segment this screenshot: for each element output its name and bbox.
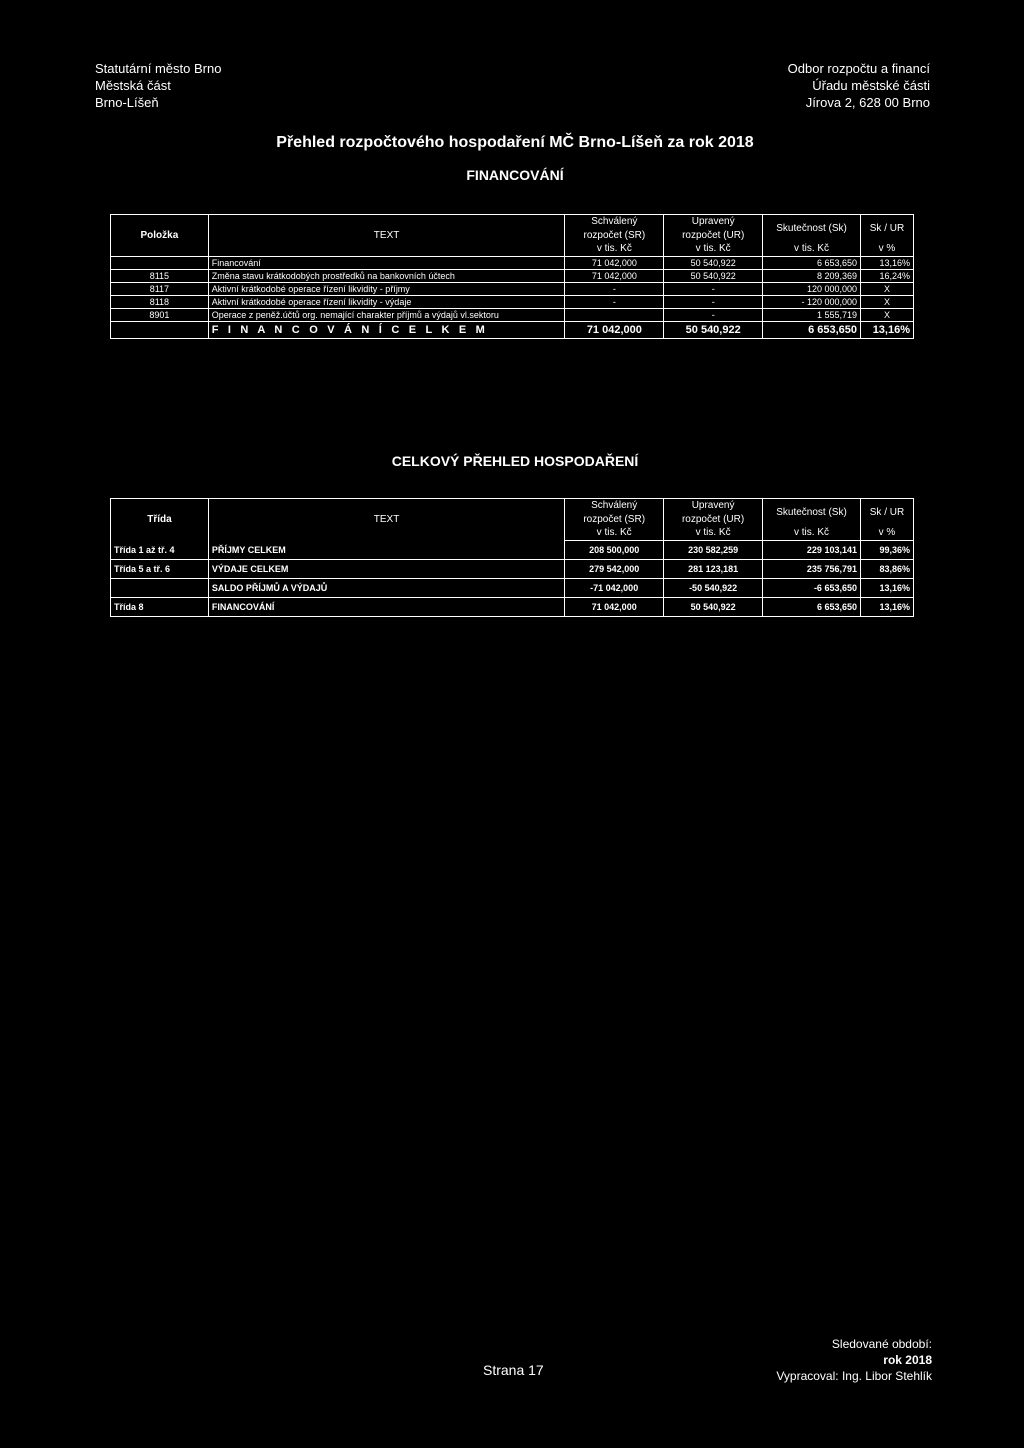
row-sk: 120 000,000 xyxy=(763,283,861,296)
row-pct: 13,16% xyxy=(861,257,914,270)
row-sk: 229 103,141 xyxy=(763,541,861,560)
row-ur: 230 582,259 xyxy=(664,541,763,560)
header-sr-2: rozpočet (SR) xyxy=(565,513,664,527)
total-sr: 71 042,000 xyxy=(565,322,664,339)
row-text: SALDO PŘÍJMŮ A VÝDAJŮ xyxy=(208,579,564,598)
row-code: 8901 xyxy=(111,309,209,322)
row-sr: 208 500,000 xyxy=(565,541,664,560)
header-ur-3: v tis. Kč xyxy=(664,527,763,541)
issuer-line-2: Městská část xyxy=(95,78,171,93)
table-row xyxy=(111,598,914,617)
header-sr-3: v tis. Kč xyxy=(565,527,664,541)
row-text: VÝDAJE CELKEM xyxy=(208,560,564,579)
row-sk: 1 555,719 xyxy=(763,309,861,322)
row-sr xyxy=(565,309,664,322)
row-ur: - xyxy=(664,296,763,309)
row-sk: 6 653,650 xyxy=(763,257,861,270)
row-pct: 13,16% xyxy=(860,579,913,598)
header-sr-1: Schválený xyxy=(565,215,664,229)
row-text: Aktivní krátkodobé operace řízení likvidity - výdaje xyxy=(208,296,565,309)
issuer-line-3: Brno-Líšeň xyxy=(95,95,159,110)
prepared-by: Vypracoval: Ing. Libor Stehlík xyxy=(776,1369,932,1383)
table-row xyxy=(111,283,914,296)
overview-table xyxy=(110,498,914,617)
table-row xyxy=(111,309,914,322)
row-class: Třída 8 xyxy=(111,598,209,617)
row-sk: 235 756,791 xyxy=(763,560,861,579)
financing-table xyxy=(110,214,914,339)
department-line-1: Odbor rozpočtu a financí xyxy=(787,61,930,76)
row-ur: - xyxy=(664,283,763,296)
table-row xyxy=(111,270,914,283)
row-code: 8117 xyxy=(111,283,209,296)
header-sr-1: Schválený xyxy=(565,499,664,513)
row-text: Operace z peněž.účtů org. nemající charakter příjmů a výdajů vl.sektoru xyxy=(208,309,565,322)
total-row xyxy=(111,322,914,339)
row-text: PŘÍJMY CELKEM xyxy=(208,541,564,560)
row-text: Změna stavu krátkodobých prostředků na bankovních účtech xyxy=(208,270,565,283)
row-sk: -6 653,650 xyxy=(763,579,861,598)
total-label: F I N A N C O V Á N Í C E L K E M xyxy=(208,322,565,339)
table-row xyxy=(111,560,914,579)
period-label: Sledované období: xyxy=(831,1337,932,1351)
row-pct: X xyxy=(861,296,914,309)
header-sr-2: rozpočet (SR) xyxy=(565,229,664,243)
header-ur-1: Upravený xyxy=(664,499,763,513)
row-sr: - xyxy=(565,283,664,296)
row-class: Třída 1 až tř. 4 xyxy=(111,541,209,560)
row-pct: X xyxy=(861,309,914,322)
row-pct: X xyxy=(861,283,914,296)
row-sr: 71 042,000 xyxy=(565,257,664,270)
section-title-overview: CELKOVÝ PŘEHLED HOSPODAŘENÍ xyxy=(391,453,639,469)
header-sk-1: Skutečnost (Sk) xyxy=(763,215,861,243)
section-title-financing: FINANCOVÁNÍ xyxy=(466,167,564,183)
row-sk: 6 653,650 xyxy=(763,598,861,617)
period-value: rok 2018 xyxy=(883,1353,932,1367)
table-row xyxy=(111,579,914,598)
row-ur: 281 123,181 xyxy=(664,560,763,579)
header-text: TEXT xyxy=(208,215,565,257)
row-code: 8118 xyxy=(111,296,209,309)
issuer-line-1: Statutární město Brno xyxy=(95,61,222,76)
row-text: Aktivní krátkodobé operace řízení likvidity - příjmy xyxy=(208,283,565,296)
row-sr: 71 042,000 xyxy=(565,270,664,283)
row-text: FINANCOVÁNÍ xyxy=(208,598,564,617)
table-row xyxy=(111,257,914,270)
row-sr: - xyxy=(565,296,664,309)
department-line-3: Jírova 2, 628 00 Brno xyxy=(805,95,930,110)
header-ur-3: v tis. Kč xyxy=(664,243,763,257)
table-row xyxy=(111,541,914,560)
row-pct: 13,16% xyxy=(860,598,913,617)
header-trida: Třída xyxy=(111,499,209,541)
header-pct-1: Sk / UR xyxy=(861,215,914,243)
row-sr: 71 042,000 xyxy=(565,598,664,617)
department-block xyxy=(788,60,930,111)
page-title: Přehled rozpočtového hospodaření MČ Brno-Líšeň za rok 2018 xyxy=(276,134,754,151)
row-ur: - xyxy=(664,309,763,322)
row-ur: 50 540,922 xyxy=(664,257,763,270)
row-ur: -50 540,922 xyxy=(664,579,763,598)
footer-meta xyxy=(776,1336,932,1384)
issuer-block xyxy=(95,60,221,111)
row-ur: 50 540,922 xyxy=(664,598,763,617)
table-row xyxy=(111,296,914,309)
header-text: TEXT xyxy=(208,499,564,541)
header-pct-2: v % xyxy=(861,243,914,257)
row-class: Třída 5 a tř. 6 xyxy=(111,560,209,579)
header-pct-1: Sk / UR xyxy=(860,499,913,527)
row-class xyxy=(111,579,209,598)
header-ur-2: rozpočet (UR) xyxy=(664,513,763,527)
header-ur-2: rozpočet (UR) xyxy=(664,229,763,243)
header-sk-2: v tis. Kč xyxy=(763,243,861,257)
header-pct-2: v % xyxy=(860,527,913,541)
row-pct: 99,36% xyxy=(860,541,913,560)
row-sk: - 120 000,000 xyxy=(763,296,861,309)
row-sr: -71 042,000 xyxy=(565,579,664,598)
header-ur-1: Upravený xyxy=(664,215,763,229)
row-text: Financování xyxy=(208,257,565,270)
header-sr-3: v tis. Kč xyxy=(565,243,664,257)
row-ur: 50 540,922 xyxy=(664,270,763,283)
row-code xyxy=(111,257,209,270)
total-pct: 13,16% xyxy=(861,322,914,339)
total-ur: 50 540,922 xyxy=(664,322,763,339)
header-polozka: Položka xyxy=(111,215,209,257)
page-number: Strana 17 xyxy=(483,1362,544,1378)
header-sk-1: Skutečnost (Sk) xyxy=(763,499,861,527)
row-sk: 8 209,369 xyxy=(763,270,861,283)
row-sr: 279 542,000 xyxy=(565,560,664,579)
row-pct: 16,24% xyxy=(861,270,914,283)
row-code: 8115 xyxy=(111,270,209,283)
total-sk: 6 653,650 xyxy=(763,322,861,339)
department-line-2: Úřadu městské části xyxy=(812,78,930,93)
header-sk-2: v tis. Kč xyxy=(763,527,861,541)
row-pct: 83,86% xyxy=(860,560,913,579)
